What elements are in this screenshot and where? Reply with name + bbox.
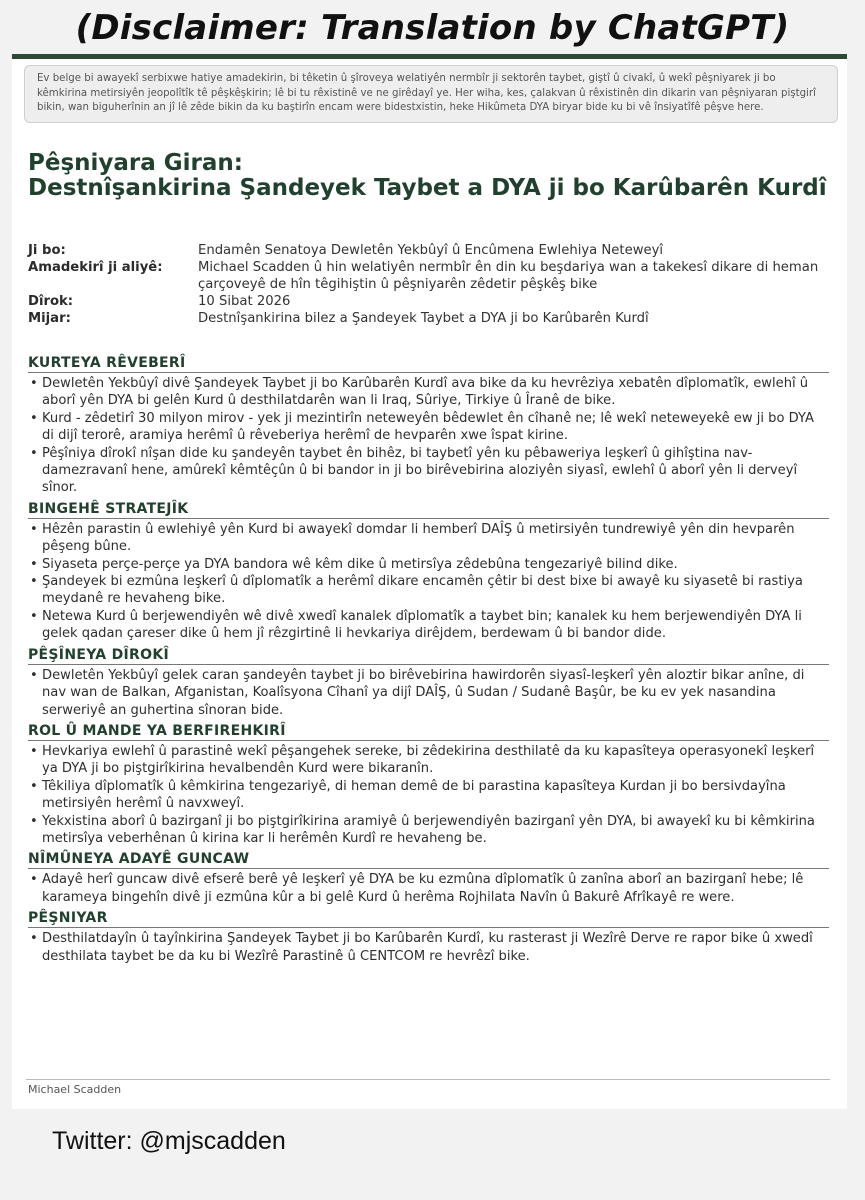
- bullet-list: [28, 743, 829, 847]
- meta-row-to: [28, 242, 828, 259]
- document-page: [12, 54, 847, 1109]
- section-recommendation: [28, 910, 829, 965]
- meta-label: Amadekirî ji aliyê:: [28, 260, 163, 275]
- bullet-item: • Netewa Kurd û berjewendiyên wê divê xwedî kanalek dîplomatîk a taybet bin; kanalek ku hem berjewendiyên DYA li gelek qadan çareser dike û hem jî rêzgirtinê li hevkariya dirêjdem, berdewam û bi bandor dide.: [28, 608, 829, 643]
- section-executive-summary: [28, 355, 829, 497]
- bullet-item: • Hevkariya ewlehî û parastinê wekî pêşangehek sereke, bi zêdekirina desthilatê da ku kapasîteya operasyonekî leşkerî ya DYA ji bo piştgirîkirina hevalbendên Kurd were bikaranîn.: [28, 743, 829, 778]
- meta-value: Destnîşankirina bilez a Şandeyek Taybet a DYA ji bo Karûbarên Kurdî: [198, 311, 649, 326]
- memo-header: [28, 242, 828, 327]
- meta-value: Endamên Senatoya Dewletên Yekbûyî û Encûmena Ewlehiya Neteweyî: [198, 243, 664, 258]
- section-heading: ROL Û MANDE YA BERFIREHKIRÎ: [28, 723, 829, 741]
- bullet-list: [28, 930, 829, 965]
- bullet-item: • Dewletên Yekbûyî gelek caran şandeyên taybet ji bo birêvebirina hawirdorên siyasî-leşkerî yên aloztir bikar anîne, di nav wan de Balkan, Afganistan, Koalîsyona Cîhanî ya dijî DAÎŞ, û Sudan / Sudanê Başûr, be ku ev yek nasandina serweriyê an guhertina sînoran bide.: [28, 667, 829, 719]
- bullet-item: • Pêşîniya dîrokî nîşan dide ku şandeyên taybet ên bihêz, bi taybetî yên ku pêbaweriya leşkerî û gihîştina nav-damezravanî hene, amûrekî kêmtêçûn û bi bandor in ji bo birêvebirina aloziyên siyasî, ewlehî û aborî yên li derveyî sînor.: [28, 445, 829, 497]
- bullet-item: • Adayê herî guncaw divê efserê berê yê leşkerî yê DYA be ku ezmûna dîplomatîk û zanîna aborî an bazirganî hebe; lê karameya bingehîn divê ji ezmûna kûr a bi gelê Kurd û herêma Rojhilata Navîn û Bakurê Afrîkayê re were.: [28, 871, 829, 906]
- section-heading: KURTEYA RÊVEBERÎ: [28, 355, 829, 373]
- meta-row-subject: [28, 310, 828, 327]
- title-line-2: Destnîşankirina Şandeyek Taybet a DYA ji bo Karûbarên Kurdî: [28, 175, 827, 201]
- bullet-list: [28, 521, 829, 643]
- bullet-item: • Têkiliya dîplomatîk û kêmkirina tengezariyê, di heman demê de bi parastina kapasîteya Kurdan ji bo bersivdayîna metirsiyên herêmî û navxweyî.: [28, 778, 829, 813]
- bullet-item: • Şandeyek bi ezmûna leşkerî û dîplomatîk a herêmî dikare encamên çêtir bi dest bixe bi awayê ku siyasetê bi rastiya meydanê re hevaheng bike.: [28, 573, 829, 608]
- meta-row-prepared-by: [28, 259, 828, 293]
- footer-author: Michael Scadden: [28, 1083, 122, 1096]
- bullet-list: [28, 667, 829, 719]
- title-line-1: Pêşniyara Giran:: [28, 150, 243, 176]
- meta-label: Mijar:: [28, 311, 71, 326]
- meta-value: Michael Scadden û hin welatiyên nermbîr ên din ku beşdariya wan a takekesî dikare di heman çarçoveyê de hîn têgihiştin û pêşniyarên zêdetir pêşkêş bike: [198, 260, 819, 292]
- twitter-handle: Twitter: @mjscadden: [52, 1127, 286, 1155]
- bullet-item: • Desthilatdayîn û tayînkirina Şandeyek Taybet ji bo Karûbarên Kurdî, ku rasterast ji Wezîrê Derve re rapor bike û xwedî desthilata taybet be da ku bi Wezîrê Parastinê û CENTCOM re hevrêzî bike.: [28, 930, 829, 965]
- document-title: [28, 151, 828, 201]
- meta-row-date: [28, 293, 828, 310]
- disclaimer-banner: (Disclaimer: Translation by ChatGPT): [75, 8, 790, 48]
- intro-note: Ev belge bi awayekî serbixwe hatiye amadekirin, bi têketin û şîroveya welatiyên nermbîr ji sektorên taybet, giştî û civakî, û wekî pêşniyarek ji bo kêmkirina metirsiyên jeopolîtîk tê pêşkêşkirin; lê bi tu rêxistinê ve ne girêdayî ye. Her wiha, kes, çalakvan û rêxistinên din dikarin van pêşniyaran piştgirî bikin, wan biguherînin an jî lê zêde bikin da ku baştirîn encam were bidestxistin, heke Hikûmeta DYA biryar bide ku bi vê însiyatîfê pêşve here.: [24, 65, 838, 123]
- section-expanded-role: [28, 723, 829, 847]
- section-heading: PÊŞNIYAR: [28, 910, 829, 928]
- bullet-item: • Kurd - zêdetirî 30 milyon mirov - yek ji mezintirîn neteweyên bêdewlet ên cîhanê ne; lê wekî neteweyekê ew ji bo DYA di dijî terorê, aramiya herêmî û rêveberiya herêmî de hevparên xwe îspat kirine.: [28, 410, 829, 445]
- section-historical-precedent: [28, 647, 829, 719]
- bullet-item: • Dewletên Yekbûyî divê Şandeyek Taybet ji bo Karûbarên Kurdî ava bike da ku hevrêziya xebatên dîplomatîk, ewlehî û aborî yên DYA bi gelên Kurd û desthilatdarên wan li Iraq, Sûriye, Tirkiye û Îranê de bike.: [28, 375, 829, 410]
- bullet-item: • Hêzên parastin û ewlehiyê yên Kurd bi awayekî domdar li hemberî DAÎŞ û metirsiyên tundrewiyê yên din hevparên pêşeng bûne.: [28, 521, 829, 556]
- section-heading: PÊŞÎNEYA DÎROKÎ: [28, 647, 829, 665]
- section-candidate-profile: [28, 851, 829, 906]
- meta-label: Dîrok:: [28, 294, 74, 309]
- footer-divider: [26, 1079, 830, 1080]
- bullet-item: • Yekxistina aborî û bazirganî ji bo piştgirîkirina aramiyê û berjewendiyên bazirganî yên DYA, bi awayekî ku bi kêmkirina metirsîya veberhênan û kirina kar li herêmên Kurdî re hevaheng be.: [28, 813, 829, 848]
- bullet-item: • Siyaseta perçe-perçe ya DYA bandora wê kêm dike û metirsîya zêdebûna tengezariyê bilind dike.: [28, 556, 829, 573]
- meta-label: Ji bo:: [28, 243, 66, 258]
- bullet-list: [28, 375, 829, 497]
- section-heading: NÎMÛNEYA ADAYÊ GUNCAW: [28, 851, 829, 869]
- section-strategic-basis: [28, 501, 829, 643]
- memo-body: [28, 351, 829, 965]
- section-heading: BINGEHÊ STRATEJÎK: [28, 501, 829, 519]
- meta-value: 10 Sibat 2026: [198, 294, 291, 309]
- bullet-list: [28, 871, 829, 906]
